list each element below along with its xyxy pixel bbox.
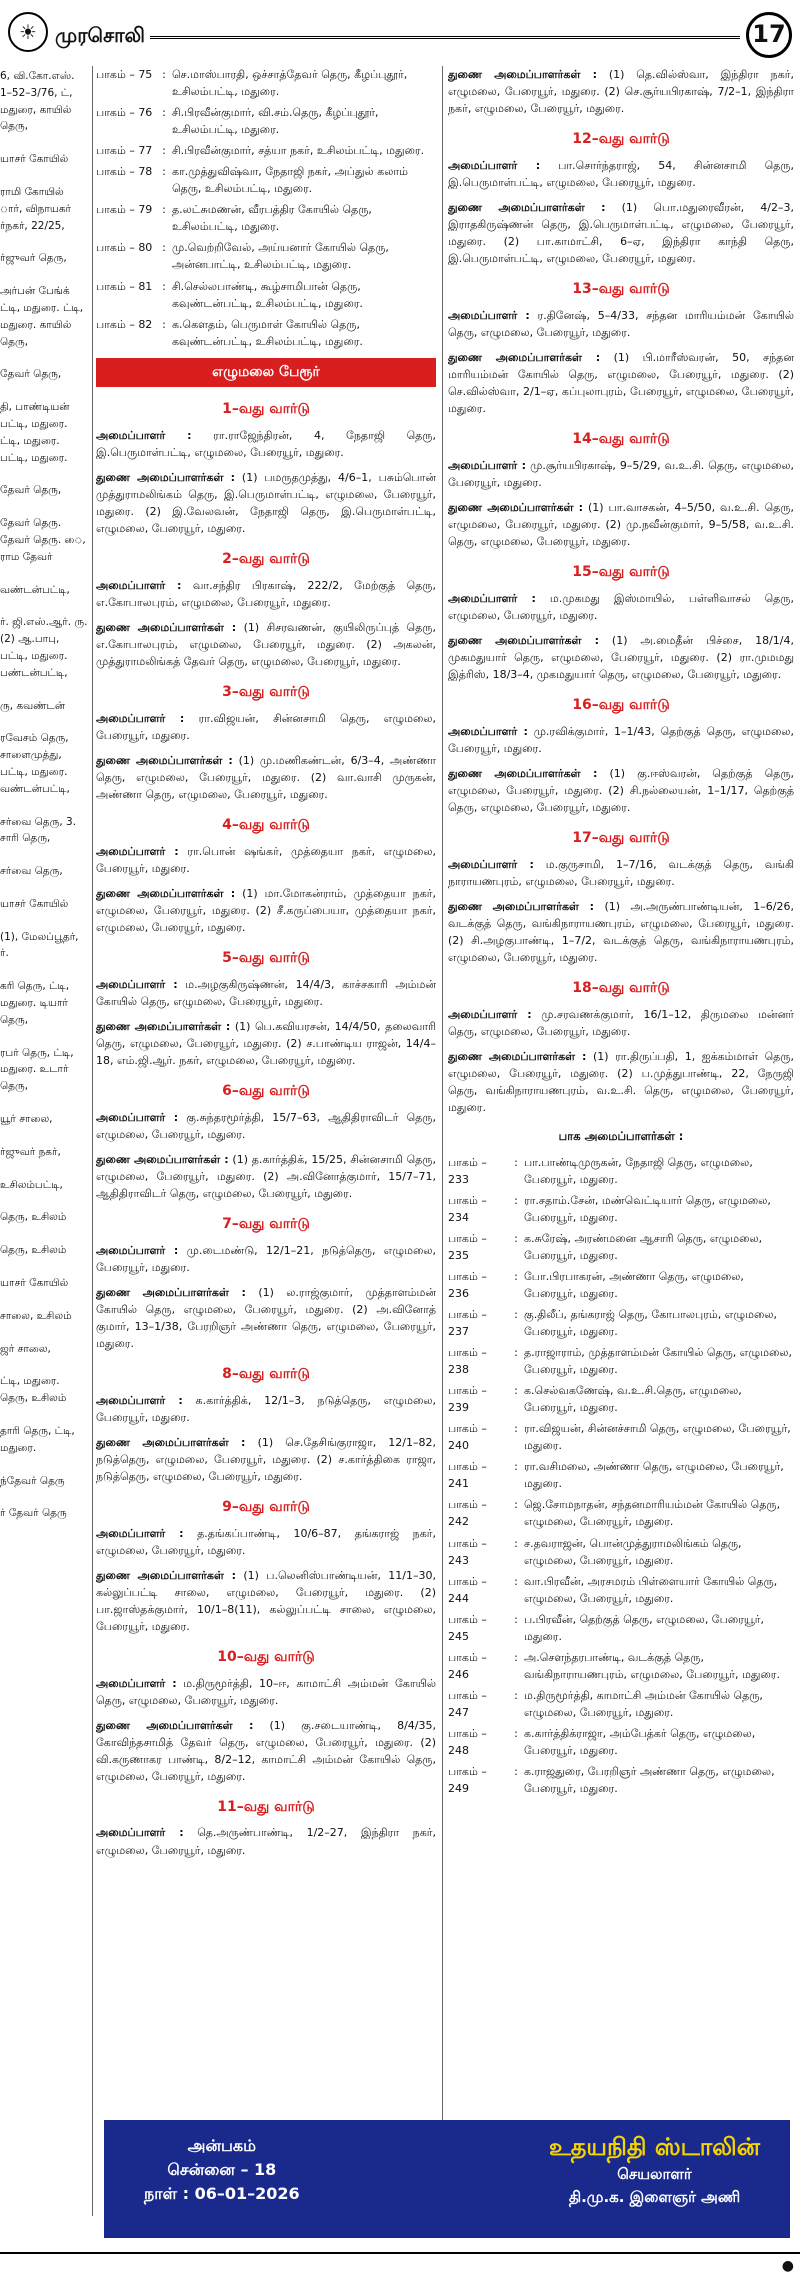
booth-separator: : bbox=[162, 165, 166, 179]
left-fragment: ர்ஜுவர் நகர், bbox=[0, 1145, 61, 1158]
footer-city: சென்னை – 18 bbox=[167, 2160, 277, 2179]
entry-role: அமைப்பாளர் : bbox=[96, 1243, 179, 1257]
left-fragment: ரபர் தெரு, ட்டி, மதுரை. உடார் தெரு, bbox=[0, 1046, 74, 1093]
entry-role: துணை அமைப்பாளர்கள் : bbox=[448, 350, 601, 364]
entry-role: துணை அமைப்பாளர்கள் : bbox=[96, 1285, 246, 1299]
booth-text: சி.பிரவீன்குமார், வி.சம்.தெரு, கீழப்புதூர், உசிலம்பட்டி, மதுரை. bbox=[172, 106, 379, 137]
left-fragment: ரு, கவண்டன் bbox=[0, 699, 66, 712]
left-fragment: தேவர் தெரு, bbox=[0, 484, 62, 497]
booth-separator: : bbox=[514, 1536, 518, 1550]
ward-entry bbox=[96, 885, 436, 936]
booth-row bbox=[96, 104, 436, 138]
booth-row bbox=[448, 1344, 794, 1378]
ward-title: 12–வது வார்டு bbox=[572, 131, 670, 148]
booth-label: பாகம் – 245 bbox=[448, 1612, 487, 1643]
booth-separator: : bbox=[514, 1269, 518, 1283]
booth-separator: : bbox=[514, 1498, 518, 1512]
left-fragment: சர்வை தெரு, 3. சாரி தெரு, bbox=[0, 815, 77, 845]
booth-separator: : bbox=[514, 1155, 518, 1169]
booth-heading: பாக அமைப்பாளர்கள் : bbox=[558, 1128, 684, 1143]
left-fragment: தேவர் தெரு, bbox=[0, 368, 62, 381]
entry-role: அமைப்பாளர் : bbox=[96, 977, 178, 991]
entry-text: மு.சரவணக்குமார், 16/1–12, திருமலை மன்னர் தெரு, எழுமலை, பேரையூர், மதுரை. bbox=[448, 1007, 794, 1038]
entry-role: அமைப்பாளர் : bbox=[96, 1826, 184, 1840]
booth-label: பாகம் – 80 bbox=[96, 241, 153, 255]
left-fragment: ரவேசம் தெரு, சாளைமுத்து, பட்டி, மதுரை. வண்டன்பட்டி, bbox=[0, 732, 70, 795]
left-fragment: அர்பன் பேங்க் ட்டி, மதுரை. ட்டி, மதுரை. காயில் தெரு, bbox=[0, 285, 84, 348]
booth-text: சி.செல்லபாண்டி, கூழ்சாமிபான் தெரு, கவுண்டன்பட்டி, உசிலம்பட்டி, மதுரை. bbox=[172, 279, 363, 310]
ward-entry bbox=[448, 307, 794, 341]
ward-title: 14–வது வார்டு bbox=[572, 431, 670, 448]
booth-separator: : bbox=[514, 1460, 518, 1474]
booth-separator: : bbox=[514, 1346, 518, 1360]
column-divider bbox=[92, 66, 93, 2216]
booth-row bbox=[96, 316, 436, 350]
left-column-fragments bbox=[0, 66, 88, 2126]
entry-role: அமைப்பாளர் : bbox=[96, 844, 179, 858]
entry-text: (1) ரா.திருப்பதி, 1, ஐக்கம்மாள் தெரு, எழுமலை, பேரையூர், மதுரை. (2) ப.முத்துபாண்டி, 22, நேருஜி தெரு, வங்கிநாராயணபுரம், வ.உ.சி. தெரு, எழுமலை, பேரையூர், மதுரை. bbox=[448, 1049, 794, 1114]
left-fragment: ராமி கோயில் ார், விநாயகர் ர்நகர், 22/25, bbox=[0, 185, 72, 232]
booth-label: பாகம் – 234 bbox=[448, 1193, 487, 1224]
left-fragment: கரி தெரு, ட்டி, மதுரை. டியார் தெரு, bbox=[0, 980, 70, 1026]
entry-role: அமைப்பாளர் : bbox=[96, 579, 182, 593]
booth-separator: : bbox=[162, 144, 166, 158]
entry-text: (1) அ.அருண்பாண்டியன், 1–6/26, வடக்குத் தெரு, வங்கிநாராயணபுரம், எழுமலை, பேரையூர், மதுரை. (2) சி.அழகுபாண்டி, 1–7/2, வடக்குத் தெரு, வங்கிநாராயணபுரம், எழுமலை, பேரையூர், மதுரை. bbox=[448, 899, 794, 964]
left-fragment: ர் தேவர் தெரு bbox=[0, 1507, 67, 1520]
booth-label: பாகம் – 76 bbox=[96, 106, 153, 120]
entry-role: துணை அமைப்பாளர்கள் : bbox=[96, 471, 236, 485]
ward-entry bbox=[448, 499, 794, 550]
ward-title: 5–வது வார்டு bbox=[222, 950, 310, 967]
ward-entry bbox=[96, 1242, 436, 1276]
left-fragment: ட்டி, மதுரை. தெரு, உசிலம் bbox=[0, 1375, 67, 1405]
entry-role: துணை அமைப்பாளர்கள் : bbox=[96, 1019, 231, 1033]
ward-list-middle bbox=[96, 399, 436, 1858]
entry-text: (1) பா.வாசகன், 4–5/50, வ.உ.சி. தெரு, எழுமலை, பேரையூர், மதுரை. (2) மு.நவீன்குமார், 9–5/58, வ.உ.சி. தெரு, எழுமலை, பேரையூர், மதுரை. bbox=[448, 500, 794, 548]
ward-entry bbox=[448, 898, 794, 966]
booth-label: பாகம் – 235 bbox=[448, 1231, 487, 1262]
page-header bbox=[0, 0, 800, 68]
entry-role: துணை அமைப்பாளர்கள் : bbox=[448, 633, 600, 647]
booth-label: பாகம் – 244 bbox=[448, 1574, 487, 1605]
left-fragment: சாலை, உசிலம் bbox=[0, 1309, 72, 1322]
ward-title: 13–வது வார்டு bbox=[572, 281, 670, 298]
booth-label: பாகம் – 233 bbox=[448, 1155, 487, 1186]
entry-role: அமைப்பாளர் : bbox=[448, 591, 536, 605]
left-fragment: தேவர் தெரு. தேவர் தெரு. ை, ராம தேவர் bbox=[0, 517, 86, 563]
ward-title: 17–வது வார்டு bbox=[572, 829, 670, 846]
booth-label: பாகம் – 246 bbox=[448, 1650, 487, 1681]
ward-entry bbox=[448, 1048, 794, 1116]
ward-entry bbox=[448, 723, 794, 757]
booth-label: பாகம் – 240 bbox=[448, 1422, 487, 1453]
ward-entry bbox=[448, 199, 794, 267]
entry-role: அமைப்பாளர் : bbox=[96, 1110, 179, 1124]
entry-role: அமைப்பாளர் : bbox=[448, 724, 528, 738]
ward-entry bbox=[96, 710, 436, 744]
booth-row bbox=[448, 1573, 794, 1607]
ward-list-right bbox=[448, 129, 794, 1116]
left-fragment: தெரு, உசிலம் bbox=[0, 1211, 67, 1224]
ward-entry bbox=[96, 1018, 436, 1069]
ward-title: 7–வது வார்டு bbox=[222, 1215, 310, 1232]
entry-text: தெ.அருண்பாண்டி, 1/2–27, இந்திரா நகர், எழுமலை, பேரையூர், மதுரை. bbox=[96, 1826, 436, 1857]
left-fragment: தெரு, உசிலம் bbox=[0, 1244, 67, 1257]
column-divider bbox=[442, 66, 443, 2216]
entry-role: துணை அமைப்பாளர்கள் : bbox=[448, 1049, 587, 1063]
booth-label: பாகம் – 241 bbox=[448, 1460, 487, 1491]
footer-designation: செயலாளர் bbox=[617, 2165, 692, 2184]
booth-separator: : bbox=[162, 68, 166, 81]
footer-wing: தி.மு.க. இளைஞர் அணி bbox=[568, 2187, 741, 2206]
booth-text: க.ராஜதுரை, பேரறிஞர் அண்ணா தெரு, எழுமலை, பேரையூர், மதுரை. bbox=[524, 1765, 775, 1796]
booth-row bbox=[448, 1458, 794, 1492]
ward-entry bbox=[448, 457, 794, 491]
entry-role: துணை அமைப்பாளர்கள் : bbox=[448, 766, 598, 780]
footer-name: உதயநிதி ஸ்டாலின் bbox=[548, 2133, 760, 2161]
booth-label: பாகம் – 237 bbox=[448, 1307, 487, 1339]
entry-role: அமைப்பாளர் : bbox=[448, 1007, 532, 1021]
middle-column bbox=[96, 66, 436, 2126]
booth-row bbox=[448, 1763, 794, 1797]
bottom-rule bbox=[0, 2252, 800, 2254]
entry-role: துணை அமைப்பாளர்கள் : bbox=[448, 500, 584, 514]
booth-label: பாகம் – 75 bbox=[96, 68, 153, 81]
ward-entry bbox=[448, 632, 794, 683]
booth-separator: : bbox=[514, 1422, 518, 1436]
entry-role: அமைப்பாளர் : bbox=[96, 1393, 183, 1407]
entry-text: த.தங்கப்பாண்டி, 10/6–87, தங்கராஜ் நகர், எழுமலை, பேரையூர், மதுரை. bbox=[96, 1526, 436, 1557]
booth-text: க.சுரேஷ், அரண்மனை ஆசாரி தெரு, எழுமலை, பேரையூர், மதுரை. bbox=[524, 1231, 763, 1262]
section-banner: எழுமலை பேரூர் bbox=[96, 358, 436, 388]
ward-entry bbox=[96, 843, 436, 877]
booth-text: க.செல்வகணேஷ், வ.உ.சி.தெரு, எழுமலை, பேரையூர், மதுரை. bbox=[524, 1384, 742, 1415]
booth-separator: : bbox=[162, 241, 166, 255]
booth-row bbox=[448, 1420, 794, 1454]
booth-separator: : bbox=[514, 1307, 518, 1321]
booth-separator: : bbox=[514, 1384, 518, 1398]
booth-label: பாகம் – 79 bbox=[96, 203, 153, 217]
booth-label: பாகம் – 248 bbox=[448, 1727, 487, 1758]
left-fragment: ர்ஜுவர் தெரு, bbox=[0, 252, 67, 265]
booth-separator: : bbox=[162, 203, 166, 217]
entry-text: ரா.பொன் ஷங்கர், முத்தையா நகர், எழுமலை, பேரையூர், மதுரை. bbox=[96, 844, 436, 875]
ward-entry bbox=[96, 1675, 436, 1709]
booth-row bbox=[448, 1649, 794, 1683]
ward-entry bbox=[96, 427, 436, 461]
ward-entry bbox=[96, 577, 436, 611]
ward-title: 9–வது வார்டு bbox=[222, 1498, 310, 1515]
footer-greeting: அன்பகம் bbox=[187, 2136, 256, 2155]
booth-text: போ.பிரபாகரன், அண்ணா தெரு, எழுமலை, பேரையூர், மதுரை. bbox=[524, 1269, 744, 1300]
ward-title: 1–வது வார்டு bbox=[222, 401, 310, 418]
entry-role: துணை அமைப்பாளர்கள் : bbox=[448, 200, 606, 214]
booth-separator: : bbox=[514, 1574, 518, 1588]
ward-entry bbox=[96, 1824, 436, 1858]
booth-row bbox=[448, 1496, 794, 1530]
booth-row bbox=[448, 1154, 794, 1188]
booth-label: பாகம் – 238 bbox=[448, 1346, 487, 1377]
entry-text: வா.சந்திர பிரகாஷ், 222/2, மேற்குத் தெரு, எ.கோபாலபுரம், எழுமலை, பேரையூர், மதுரை. bbox=[96, 579, 436, 610]
entry-text: ம.அழகுகிருஷ்ணன், 14/4/3, காச்சகாரி அம்மன் கோயில் தெரு, எழுமலை, பேரையூர், மதுரை. bbox=[96, 977, 436, 1008]
ward-entry bbox=[96, 619, 436, 670]
entry-text: ரா.ராஜேந்திரன், 4, நேதாஜி தெரு, இ.பெருமாள்பட்டி, எழுமலை, பேரையூர், மதுரை. bbox=[96, 429, 436, 460]
booth-text: வா.பிரவீன், அரசமரம் பிள்ளையார் கோயில் தெரு, எழுமலை, பேரையூர், மதுரை. bbox=[524, 1574, 778, 1605]
ward-entry bbox=[96, 1567, 436, 1635]
entry-text: (1) பெ.கவியரசன், 14/4/50, தலைவாரி தெரு, எழுமலை, பேரையூர், மதுரை. (2) ச.பாண்டிய ராஜன், 14/4–18, எம்.ஜி.ஆர். நகர், எழுமலை, பேரையூர், மதுரை. bbox=[96, 1019, 436, 1067]
entry-text: (1) பமருதமுத்து, 4/6–1, பசும்பொன் முத்துராமலிங்கம் தெரு, இ.பெருமாள்பட்டி, எழுமலை, பேரையூர், மதுரை. (2) இ.வேலவன், நேதாஜி தெரு, இ.பெருமாள்பட்டி, எழுமலை, பேரையூர், மதுரை. bbox=[96, 471, 436, 536]
booth-text: கா.முத்துவிஷ்வா, நேதாஜி நகர், அப்துல் கலாம் தெரு, உசிலம்பட்டி, மதுரை. bbox=[172, 165, 408, 196]
booth-label: பாகம் – 82 bbox=[96, 317, 153, 331]
left-fragment: ர். ஜி.எஸ்.ஆர். ரு. (2) ஆ.பாபு, பட்டி, மதுரை. பண்டன்பட்டி, bbox=[0, 616, 88, 679]
ward-entry bbox=[96, 1392, 436, 1426]
entry-text: (1) ப.லெனிஸ்பாண்டியன், 11/1–30, கல்லுப்பட்டி சாலை, எழுமலை, பேரையூர், மதுரை. (2) பா.ஜாஸ்தக்குமார், 10/1–8(11), கல்லுப்பட்டி சாலை, எழுமலை, பேரையூர், மதுரை. bbox=[96, 1568, 436, 1633]
entry-role: துணை அமைப்பாளர்கள் : bbox=[448, 899, 595, 913]
ward-title: 4–வது வார்டு bbox=[222, 817, 310, 834]
booth-text: ரா.வசிமலை, அண்ணா தெரு, எழுமலை, பேரையூர், மதுரை. bbox=[524, 1460, 784, 1491]
booth-row bbox=[448, 1611, 794, 1645]
entry-text: (1) பி.மாரீஸ்வரன், 50, சந்தன மாரியம்மன் கோயில் தெரு, எழுமலை, பேரையூர், மதுரை. (2) செ.வில்ஸ்வா, 2/1–ஏ, கப்புலாபுரம், பேரையூர், எழுமலை, பேரையூர், மதுரை. bbox=[448, 350, 794, 416]
entry-text: (1) சிசரவணன், குயிலிருப்புத் தெரு, எ.கோபாலபுரம், எழுமலை, பேரையூர், மதுரை. (2) அகலன், முத்துராமலிங்கத் தேவர் தெரு, எழுமலை, பேரையூர், மதுரை. bbox=[96, 621, 436, 669]
ward-entry bbox=[96, 752, 436, 803]
entry-role: துணை அமைப்பாளர்கள் : bbox=[96, 886, 236, 900]
entry-role: துணை அமைப்பாளர்கள் : bbox=[96, 1152, 229, 1166]
entry-text: (1) மா.மோகன்ராம், முத்தையா நகர், எழுமலை, பேரையூர், மதுரை. (2) சீ.கருப்பையா, முத்தையா நகர், எழுமலை, பேரையூர், மதுரை. bbox=[96, 886, 436, 935]
ward-entry bbox=[96, 1151, 436, 1202]
footer-banner bbox=[104, 2120, 790, 2238]
booth-text: ரா.சதாம்.சேன், மண்வெட்டியார் தெரு, எழுமலை, பேரையூர், மதுரை. bbox=[524, 1193, 771, 1224]
ward-entry bbox=[448, 1006, 794, 1040]
left-fragment: உசிலம்பட்டி, bbox=[0, 1178, 63, 1191]
entry-role: அமைப்பாளர் : bbox=[96, 1526, 184, 1540]
booth-row bbox=[96, 239, 436, 273]
booth-label: பாகம் – 81 bbox=[96, 279, 153, 293]
booth-text: ப.பிரவீன், தெற்குத் தெரு, எழுமலை, பேரையூர், மதுரை. bbox=[524, 1612, 765, 1643]
masthead-rule bbox=[150, 36, 740, 39]
entry-role: அமைப்பாளர் : bbox=[448, 458, 527, 472]
booth-row bbox=[448, 1306, 794, 1340]
booth-text: சி.பிரவீன்குமார், சத்யா நகர், உசிலம்பட்டி, மதுரை. bbox=[172, 144, 425, 158]
ward-title: 10–வது வார்டு bbox=[217, 1648, 315, 1665]
booth-separator: : bbox=[514, 1612, 518, 1626]
booth-text: த.லட்சுமணன், வீரபத்திர கோயில் தெரு, உசிலம்பட்டி, மதுரை. bbox=[172, 203, 372, 234]
page-number: 17 bbox=[746, 12, 792, 58]
ward-entry bbox=[96, 1434, 436, 1485]
footer-left bbox=[144, 2134, 300, 2206]
ward-title: 11–வது வார்டு bbox=[217, 1798, 315, 1815]
booth-separator: : bbox=[514, 1765, 518, 1779]
ward-title: 2–வது வார்டு bbox=[222, 551, 310, 568]
entry-text: ம.குருசாமி, 1–7/16, வடக்குத் தெரு, வங்கி நாராயணபுரம், எழுமலை, பேரையூர், மதுரை. bbox=[448, 857, 794, 888]
booth-separator: : bbox=[514, 1727, 518, 1740]
booth-text: க.கௌதம், பெருமாள் கோயில் தெரு, கவுண்டன்பட்டி, உசிலம்பட்டி, மதுரை. bbox=[172, 317, 363, 348]
booth-label: பாகம் – 77 bbox=[96, 144, 153, 158]
booth-row bbox=[448, 1382, 794, 1416]
left-fragment: யூர் சாலை, bbox=[0, 1113, 53, 1126]
booth-separator: : bbox=[162, 279, 166, 293]
entry-role: துணை அமைப்பாளர்கள் : bbox=[96, 754, 233, 768]
entry-text: (1) த.கார்த்திக், 15/25, சின்னசாமி தெரு, எழுமலை, பேரையூர், மதுரை. (2) அ.வினோத்குமார், 15/7–71, ஆதிதிராவிடர் தெரு, எழுமலை, பேரையூர், மதுரை. bbox=[96, 1152, 436, 1200]
left-fragment: தி, பாண்டியன் பட்டி, மதுரை. ட்டி, மதுரை. பட்டி, மதுரை. bbox=[0, 401, 70, 464]
entry-text: கு.சுந்தரமூர்த்தி, 15/7–63, ஆதிதிராவிடர் தெரு, எழுமலை, பேரையூர், மதுரை. bbox=[96, 1110, 436, 1141]
booth-row bbox=[448, 1230, 794, 1264]
booth-label: பாகம் – 239 bbox=[448, 1384, 487, 1415]
booth-label: பாகம் – 243 bbox=[448, 1536, 487, 1567]
booth-label: பாகம் – 78 bbox=[96, 165, 153, 179]
entry-role: துணை அமைப்பாளர்கள் : bbox=[96, 1718, 254, 1732]
entry-text: (1) செ.தேசிங்குராஜா, 12/1–82, நடுத்தெரு, எழுமலை, பேரையூர், மதுரை. (2) ச.கார்த்திகை ராஜா, நடுத்தெரு, எழுமலை, பேரையூர், மதுரை. bbox=[96, 1435, 436, 1483]
entry-role: துணை அமைப்பாளர்கள் : bbox=[96, 1568, 236, 1582]
booth-text: செ.மாஸ்பாரதி, ஒச்சாத்தேவர் தெரு, கீழப்புதூர், உசிலம்பட்டி, மதுரை. bbox=[172, 68, 408, 99]
ward-entry bbox=[448, 856, 794, 890]
left-fragment: 6, வி.கோ.எஸ். 1–52–3/76, ட், மதுரை, காயில் தெரு, bbox=[0, 70, 75, 133]
booth-list-bottom bbox=[448, 1154, 794, 1798]
booth-text: ஜெ.சோமநாதன், சந்தனமாரியம்மன் கோயில் தெரு, எழுமலை, பேரையூர், மதுரை. bbox=[524, 1498, 781, 1529]
ward-entry bbox=[96, 1525, 436, 1559]
entry-role: துணை அமைப்பாளர்கள் : bbox=[96, 621, 237, 635]
footer-date: நாள் : 06–01–2026 bbox=[144, 2184, 300, 2203]
booth-row bbox=[96, 66, 436, 100]
masthead-title: முரசொலி bbox=[55, 23, 145, 47]
entry-role: அமைப்பாளர் : bbox=[96, 1676, 177, 1690]
ward-title: 6–வது வார்டு bbox=[222, 1083, 310, 1100]
booth-text: கு.திலீப், தங்கராஜ் தெரு, கோபாலபுரம், எழுமலை, பேரையூர், மதுரை. bbox=[524, 1307, 777, 1339]
booth-label: பாகம் – 236 bbox=[448, 1269, 487, 1300]
ward-entry bbox=[448, 66, 794, 117]
booth-list-top bbox=[96, 66, 436, 350]
booth-row bbox=[448, 1192, 794, 1226]
ward-title: 15–வது வார்டு bbox=[572, 564, 670, 580]
left-fragment: ந்தேவர் தெரு bbox=[0, 1474, 65, 1487]
entry-role: அமைப்பாளர் : bbox=[448, 158, 541, 172]
ward-entry bbox=[96, 976, 436, 1010]
left-fragment: தாரி தெரு, ட்டி, மதுரை. bbox=[0, 1425, 75, 1454]
ward-entry bbox=[448, 765, 794, 816]
booth-row bbox=[448, 1268, 794, 1302]
booth-row bbox=[448, 1535, 794, 1569]
entry-text: மு.சூர்யபிரகாஷ், 9–5/29, வ.உ.சி. தெரு, எழுமலை, பேரையூர், மதுரை. bbox=[448, 458, 794, 489]
booth-text: க.கார்த்திக்ராஜா, அம்பேத்கர் தெரு, எழுமலை, பேரையூர், மதுரை. bbox=[524, 1727, 756, 1758]
corner-mark-icon: ● bbox=[781, 2258, 794, 2273]
ward-entry bbox=[96, 469, 436, 537]
ward-entry bbox=[448, 590, 794, 624]
entry-text: க.கார்த்திக், 12/1–3, நடுத்தெரு, எழுமலை, பேரையூர், மதுரை. bbox=[96, 1393, 436, 1424]
entry-text: (1) கு.ஈஸ்வரன், தெற்குத் தெரு, எழுமலை, பேரையூர், மதுரை. (2) சி.நல்லையன், 1–1/17, தெற்குத் தெரு, எழுமலை, பேரையூர், மதுரை. bbox=[448, 766, 794, 814]
booth-label: பாகம் – 249 bbox=[448, 1765, 487, 1796]
entry-role: துணை அமைப்பாளர்கள் : bbox=[96, 1435, 246, 1449]
footer-right bbox=[549, 2132, 760, 2208]
booth-separator: : bbox=[162, 106, 166, 120]
booth-text: பா.பாண்டிமுருகன், நேதாஜி தெரு, எழுமலை, பேரையூர், மதுரை. bbox=[524, 1155, 753, 1186]
ward-title: 16–வது வார்டு bbox=[572, 696, 670, 713]
booth-row bbox=[448, 1725, 794, 1759]
booth-row bbox=[448, 1687, 794, 1721]
right-column bbox=[448, 66, 794, 2126]
entry-text: மு.டைமண்டு, 12/1–21, நடுத்தெரு, எழுமலை, பேரையூர், மதுரை. bbox=[96, 1243, 436, 1274]
ward-title: 8–வது வார்டு bbox=[222, 1365, 310, 1382]
left-fragment: வண்டன்பட்டி, bbox=[0, 583, 70, 596]
booth-separator: : bbox=[514, 1650, 518, 1664]
booth-separator: : bbox=[514, 1688, 518, 1702]
entry-text: (1) மு.மணிகண்டன், 6/3–4, அண்ணா தெரு, எழுமலை, பேரையூர், மதுரை. (2) வா.வாசி முருகன், அண்ணா தெரு, எழுமலை, பேரையூர், மதுரை. bbox=[96, 754, 436, 802]
ward-title: 3–வது வார்டு bbox=[222, 684, 310, 701]
entry-text: ர.தினேஷ், 5–4/33, சந்தன மாரியம்மன் கோயில் தெரு, எழுமலை, பேரையூர், மதுரை. bbox=[448, 308, 794, 339]
entry-role: துணை அமைப்பாளர்கள் : bbox=[448, 68, 597, 81]
entry-role: அமைப்பாளர் : bbox=[448, 857, 534, 871]
booth-separator: : bbox=[514, 1231, 518, 1245]
booth-separator: : bbox=[162, 317, 166, 331]
booth-row bbox=[96, 163, 436, 197]
entry-text: ரா.விஜயன், சின்னசாமி தெரு, எழுமலை, பேரையூர், மதுரை. bbox=[96, 711, 436, 743]
left-fragment: ஜர் சாலை, bbox=[0, 1342, 51, 1355]
entry-role: அமைப்பாளர் : bbox=[96, 711, 185, 725]
booth-text: ரா.விஜயன், சின்னச்சாமி தெரு, எழுமலை, பேரையூர், மதுரை. bbox=[524, 1422, 791, 1453]
booth-row bbox=[96, 142, 436, 159]
left-fragment: யாசர் கோயில் bbox=[0, 153, 69, 166]
left-fragment: யாசர் கோயில் bbox=[0, 1277, 69, 1290]
booth-separator: : bbox=[514, 1193, 518, 1207]
ward-title: 18–வது வார்டு bbox=[572, 979, 670, 996]
entry-text: (1) ல.ராஜ்குமார், முத்தாளம்மன் கோயில் தெரு, எழுமலை, பேரையூர், மதுரை. (2) அ.வினோத் குமார், 13–1/38, பேரறிஞர் அண்ணா தெரு, எழுமலை, பேரையூர், மதுரை. bbox=[96, 1285, 436, 1350]
left-fragment: சர்வை தெரு, bbox=[0, 865, 63, 878]
booth-text: அ.சௌந்தரபாண்டி, வடக்குத் தெரு, வங்கிநாராயணபுரம், எழுமலை, பேரையூர், மதுரை. bbox=[524, 1650, 780, 1681]
entry-role: அமைப்பாளர் : bbox=[448, 308, 530, 322]
entry-text: மு.ரவிக்குமார், 1–1/43, தெற்குத் தெரு, எழுமலை, பேரையூர், மதுரை. bbox=[448, 724, 794, 755]
booth-text: ம.திருமூர்த்தி, காமாட்சி அம்மன் கோயில் தெரு, எழுமலை, பேரையூர், மதுரை. bbox=[524, 1688, 763, 1719]
booth-row bbox=[96, 201, 436, 235]
entry-text: ம.திருமூர்த்தி, 10–ஈ, காமாட்சி அம்மன் கோயில் தெரு, எழுமலை, பேரையூர், மதுரை. bbox=[96, 1676, 436, 1707]
left-fragment: (1), மேலப்பூதர், ர். bbox=[0, 930, 79, 960]
booth-label: பாகம் – 247 bbox=[448, 1688, 487, 1719]
entry-text: ம.முகமது இஸ்மாயில், பள்ளிவாசல் தெரு, எழுமலை, பேரையூர், மதுரை. bbox=[448, 591, 794, 622]
ward-entry bbox=[96, 1284, 436, 1352]
entry-text: (1) அ.மைதீன் பிச்சை, 18/1/4, முகமதுயார் தெரு, எழுமலை, பேரையூர், மதுரை. (2) ரா.முமமது இத்ரிஸ், 18/3–4, முகமதுயார் தெரு, எழுமலை, பேரையூர், மதுரை. bbox=[448, 633, 794, 681]
booth-text: த.ராஜாராம், முத்தாளம்மன் கோயில் தெரு, எழுமலை, பேரையூர், மதுரை. bbox=[524, 1346, 793, 1377]
booth-label: பாகம் – 242 bbox=[448, 1498, 487, 1529]
booth-text: ச.தவராஜன், பொன்முத்துராமலிங்கம் தெரு, எழுமலை, பேரையூர், மதுரை. bbox=[524, 1536, 742, 1567]
ward-entry bbox=[96, 1717, 436, 1785]
booth-text: மு.வெற்றிவேல், அய்யனார் கோயில் தெரு, அன்னபாட்டி, உசிலம்பட்டி, மதுரை. bbox=[172, 241, 389, 272]
entry-text: (1) பொ.மதுரைவீரன், 4/2–3, இராதகிருஷ்ணன் தெரு, இ.பெருமாள்பட்டி, எழுமலை, பேரையூர், மதுரை. (2) பா.காமாட்சி, 6–ஏ, இந்திரா காந்தி தெரு, இ.பெருமாள்பட்டி, எழுமலை, பேரையூர், மதுரை. bbox=[448, 200, 794, 266]
entry-role: அமைப்பாளர் : bbox=[96, 429, 192, 443]
booth-row bbox=[96, 278, 436, 312]
entry-text: பா.சொர்ந்தராஜ், 54, சின்னசாமி தெரு, இ.பெருமாள்பட்டி, எழுமலை, பேரையூர், மதுரை. bbox=[448, 158, 794, 189]
ward-entry bbox=[448, 157, 794, 191]
entry-text: (1) தெ.வில்ஸ்வா, இந்திரா நகர், எழுமலை, பேரையூர், மதுரை. (2) செ.சூர்யபிரகாஷ், 7/2–1, இந்திரா நகர், எழுமலை, பேரையூர், மதுரை. bbox=[448, 68, 794, 116]
sun-logo-icon: ☀ bbox=[8, 12, 48, 52]
entry-text: (1) கு.சடையாண்டி, 8/4/35, கோவிந்தசாமித் தேவர் தெரு, எழுமலை, பேரையூர், மதுரை. (2) வி.கருணாகர பாண்டி, 8/2–12, காமாட்சி அம்மன் கோயில் தெரு, எழுமலை, பேரையூர், மதுரை. bbox=[96, 1718, 436, 1783]
left-fragment: யாசர் கோயில் bbox=[0, 897, 69, 910]
ward-entry bbox=[96, 1109, 436, 1143]
ward-entry bbox=[448, 349, 794, 417]
